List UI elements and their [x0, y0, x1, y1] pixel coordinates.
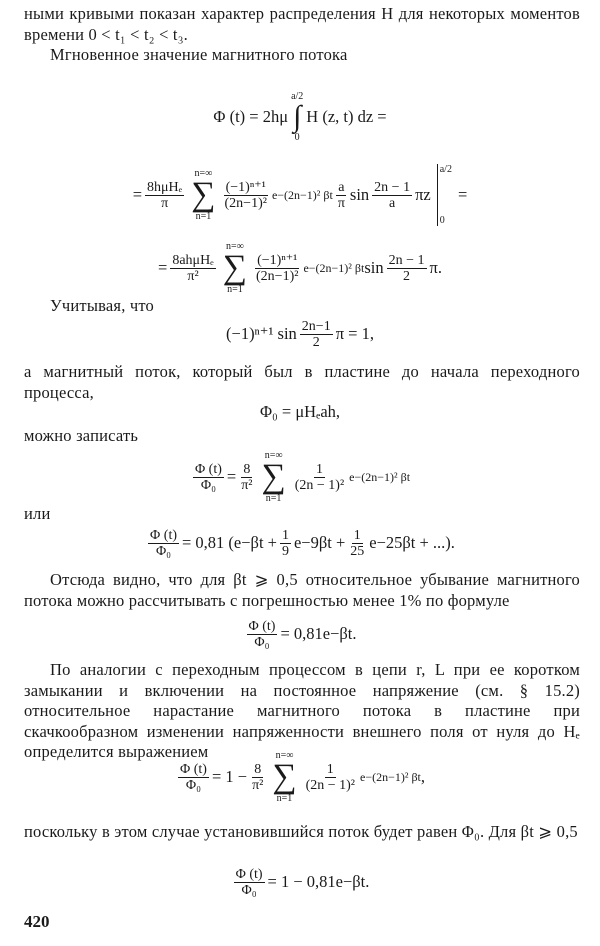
eq1-body: H (z, t) dz =	[306, 107, 387, 126]
flux-ratio: $\frac{\Phi (t)}{\text{Φ₀}}$	[194, 461, 222, 493]
paragraph-3: Учитывая, что	[50, 296, 154, 315]
eq2-sin: sin	[349, 185, 370, 204]
paragraph-9: поскольку в этом случае установившийся поток будет равен Φ₀. Для βt ⩾ 0,5	[24, 822, 578, 841]
summation-sign: n=∞ ∑ n=1	[191, 168, 216, 222]
eq7-rhs: = 0,81 (e−βt +	[182, 533, 277, 552]
equation-flux-ratio-series: $\frac{\Phi (t)}{\text{Φ₀}}$ = $\frac{8}{\text{π²}}$ n=∞ ∑ n=1 $\frac{1}{\text{(2n − 1)²}}$ e−(2n−1)² βt	[194, 450, 411, 504]
equation-sin-identity	[0, 314, 600, 354]
page-number: 420	[24, 912, 50, 931]
summation-sign: n=∞ ∑ n=1	[222, 241, 248, 295]
evaluation-bar	[437, 164, 438, 226]
flux-ratio: $\frac{\Phi (t)}{\text{Φ₀}}$	[150, 527, 177, 559]
eq1-lhs: Φ (t) = 2hμ	[213, 107, 289, 126]
eq6-coefficient: $\frac{8}{\text{π²}}$	[241, 461, 253, 493]
paragraph-7: Отсюда видно, что для βt ⩾ 0,5 относительное убывание магнитного потока можно рассчитывать с погрешностью менее 1% по формуле	[24, 570, 580, 610]
eq6-term: $\frac{1}{\text{(2n − 1)²}}$	[294, 461, 345, 493]
equation-initial-flux	[0, 400, 600, 424]
flux-ratio: $\frac{\Phi (t)}{\text{Φ₀}}$	[179, 761, 207, 793]
eq2-coefficient: $\frac{\text{8hμHₑ}}{\pi}$	[147, 179, 183, 211]
equation-flux-approx-rise	[0, 862, 600, 902]
flux-ratio: $\frac{\Phi (t)}{\text{Φ₀}}$	[248, 618, 276, 650]
eq3-sin: sin	[364, 258, 384, 277]
paragraph-8: По аналогии с переходным процессом в цепи r, L при ее коротком замыкании и включении на постоянное напряжение (см. § 15.2) относительное нарастание магнитного потока в пластине при скачкообразном изменении напряженности внешнего поля от нуля до Hₑ определится выражением	[24, 660, 580, 761]
eq3-argument: $\frac{2n - 1}{2}$	[388, 252, 425, 284]
paragraph-4: а магнитный поток, который был в пластине до начала переходного процесса,	[24, 362, 580, 402]
equation-flux-rise-series: $\frac{\Phi (t)}{\text{Φ₀}}$ = 1 − $\frac{8}{\text{π²}}$ n=∞ ∑ n=1 $\frac{1}{\text{(2n − 1)²}}$ e−(2n−1)² βt ,	[179, 750, 426, 804]
eq6-exponential: e−(2n−1)² βt	[349, 469, 411, 484]
eq9-coefficient: $\frac{8}{\text{π²}}$	[252, 761, 264, 793]
equation-series-result: = $\frac{\text{8ahμHₑ}}{\text{π²}}$ n=∞ ∑ n=1 $\frac{\text{(−1)ⁿ⁺¹}}{\text{(2n−1)²}}$ e−(2n−1)² βt sin $\frac{2n - 1}{2}$ π.	[158, 241, 442, 295]
equation-flux-ratio-expanded	[0, 522, 600, 564]
paragraph-5: можно записать	[24, 426, 139, 445]
equation-flux-approx-decay	[0, 614, 600, 654]
eq3-term: $\frac{\text{(−1)ⁿ⁺¹}}{\text{(2n−1)²}}$	[256, 252, 299, 284]
eq4-rhs: π = 1,	[335, 324, 374, 343]
eq2-tail: πz	[415, 185, 431, 204]
eq7-ninth: $\frac{1}{9}$	[281, 527, 289, 559]
evaluation-limits: a/2 0	[439, 164, 452, 226]
flux-ratio: $\frac{\Phi (t)}{\text{Φ₀}}$	[235, 866, 263, 898]
eq4-lhs: (−1)ⁿ⁺¹ sin	[226, 324, 297, 343]
equation-flux-integral	[0, 84, 600, 150]
eq2-term: $\frac{\text{(−1)ⁿ⁺¹}}{\text{(2n−1)²}}$	[224, 179, 267, 211]
eq7-exp2: e−25βt + ...).	[369, 533, 455, 552]
eq2-exponential: e−(2n−1)² βt	[271, 187, 333, 202]
eq10-rhs: = 1 − 0,81e−βt.	[267, 872, 370, 891]
eq5: Φ₀ = μHₑah,	[259, 402, 341, 421]
paragraph-1: ными кривыми показан характер распределения H для некоторых моментов времени 0 < t₁ < t₂ < t₃.	[24, 4, 580, 44]
eq2-a-over-pi: $\frac{a}{\pi}$	[337, 179, 345, 211]
eq9-exponential: e−(2n−1)² βt	[360, 769, 421, 784]
equation-series-expansion: = $\frac{\text{8hμHₑ}}{\pi}$ n=∞ ∑ n=1 $\frac{\text{(−1)ⁿ⁺¹}}{\text{(2n−1)²}}$ e−(2n−1)² βt $\frac{a}{\pi}$ sin $\frac{2n - 1}{a}$ πz a/2 0 =	[132, 164, 468, 226]
integral-sign: a/2 ∫ 0	[291, 91, 304, 143]
eq4-argument: $\frac{2n-1}{2}$	[301, 318, 331, 350]
summation-sign: n=∞ ∑ n=1	[272, 750, 297, 804]
eq9-rhs: = 1 −	[211, 767, 248, 786]
summation-sign: n=∞ ∑ n=1	[261, 450, 286, 504]
paragraph-2: Мгновенное значение магнитного потока	[50, 45, 348, 64]
eq9-term: $\frac{1}{\text{(2n − 1)²}}$	[305, 761, 355, 793]
eq2-argument: $\frac{2n - 1}{a}$	[374, 179, 411, 211]
eq3-coefficient: $\frac{\text{8ahμHₑ}}{\text{π²}}$	[172, 252, 214, 284]
paragraph-6: или	[24, 504, 51, 523]
eq7-twentyfifth: $\frac{1}{25}$	[350, 527, 365, 559]
eq7-exp1: e−9βt +	[293, 533, 346, 552]
eq3-exponential: e−(2n−1)² βt	[303, 260, 365, 275]
eq8-rhs: = 0,81e−βt.	[280, 624, 357, 643]
eq3-tail: π.	[429, 258, 442, 277]
